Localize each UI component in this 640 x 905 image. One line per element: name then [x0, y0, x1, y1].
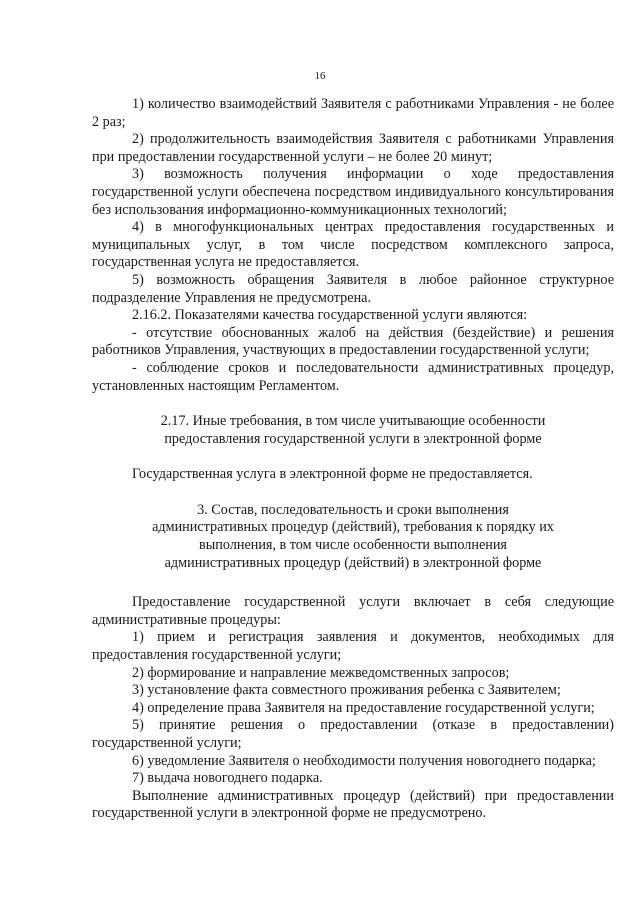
procedure-7: 7) выдача новогоднего подарка. — [132, 770, 323, 787]
section-heading-2-17: 2.17. Иные требования, в том числе учитывающие особенности предоставления государственной услуги в электронной форме — [160, 413, 546, 447]
procedure-5: 5) принятие решения о предоставлении (отказе в предоставлении) государственной услуги; — [92, 717, 614, 751]
procedure-2: 2) формирование и направление межведомственных запросов; — [132, 664, 510, 681]
procedure-4: 4) определение права Заявителя на предоставление государственной услуги; — [132, 699, 595, 716]
paragraph-2-16-2: 2.16.2. Показателями качества государственной услуги являются: — [132, 307, 528, 324]
paragraph-3-intro: Предоставление государственной услуги включает в себя следующие административные процедуры: — [92, 594, 614, 628]
document-body — [92, 96, 614, 823]
paragraph-1-2: 2) продолжительность взаимодействия Заявителя с работниками Управления при предоставлении государственной услуги – не более 20 минут; — [92, 131, 614, 165]
paragraph-1-5: 5) возможность обращения Заявителя в любое районное структурное подразделение Управления не предусмотрена. — [92, 271, 614, 306]
procedure-6: 6) уведомление Заявителя о необходимости получения новогоднего подарка; — [132, 752, 596, 769]
paragraph-1-1: 1) количество взаимодействий Заявителя с работниками Управления - не более 2 раз; — [92, 96, 614, 130]
paragraph-1-3: 3) возможность получения информации о ходе предоставления государственной услуги обеспечена посредством индивидуального консультирования без использования информационно-коммуникационных технологий; — [92, 166, 614, 218]
paragraph-3-closing: Выполнение административных процедур (действий) при предоставлении государственной услуги в электронной форме не предусмотрено. — [92, 787, 614, 822]
page-number: 16 — [314, 70, 326, 82]
paragraph-quality-1: - отсутствие обоснованных жалоб на действия (бездействие) и решения работников Управления, участвующих в предоставлении государственной услуги; — [92, 324, 614, 359]
paragraph-quality-2: - соблюдение сроков и последовательности административных процедур, установленных настоящим Регламентом. — [92, 359, 614, 394]
procedure-3: 3) установление факта совместного проживания ребенка с Заявителем; — [132, 682, 561, 699]
paragraph-2-17: Государственная услуга в электронной форме не предоставляется. — [132, 466, 533, 483]
paragraph-1-4: 4) в многофункциональных центрах предоставления государственных и муниципальных услуг, в том числе посредством комплексного запроса, государственная услуга не предоставляется. — [92, 219, 614, 271]
section-heading-3: 3. Состав, последовательность и сроки выполнения административных процедур (действий), требования к порядку их выполнения, в том числе особенности выполнения административных процедур (действий) в электронной форме — [152, 501, 554, 571]
procedure-1: 1) прием и регистрация заявления и документов, необходимых для предоставления государственной услуги; — [92, 629, 614, 664]
